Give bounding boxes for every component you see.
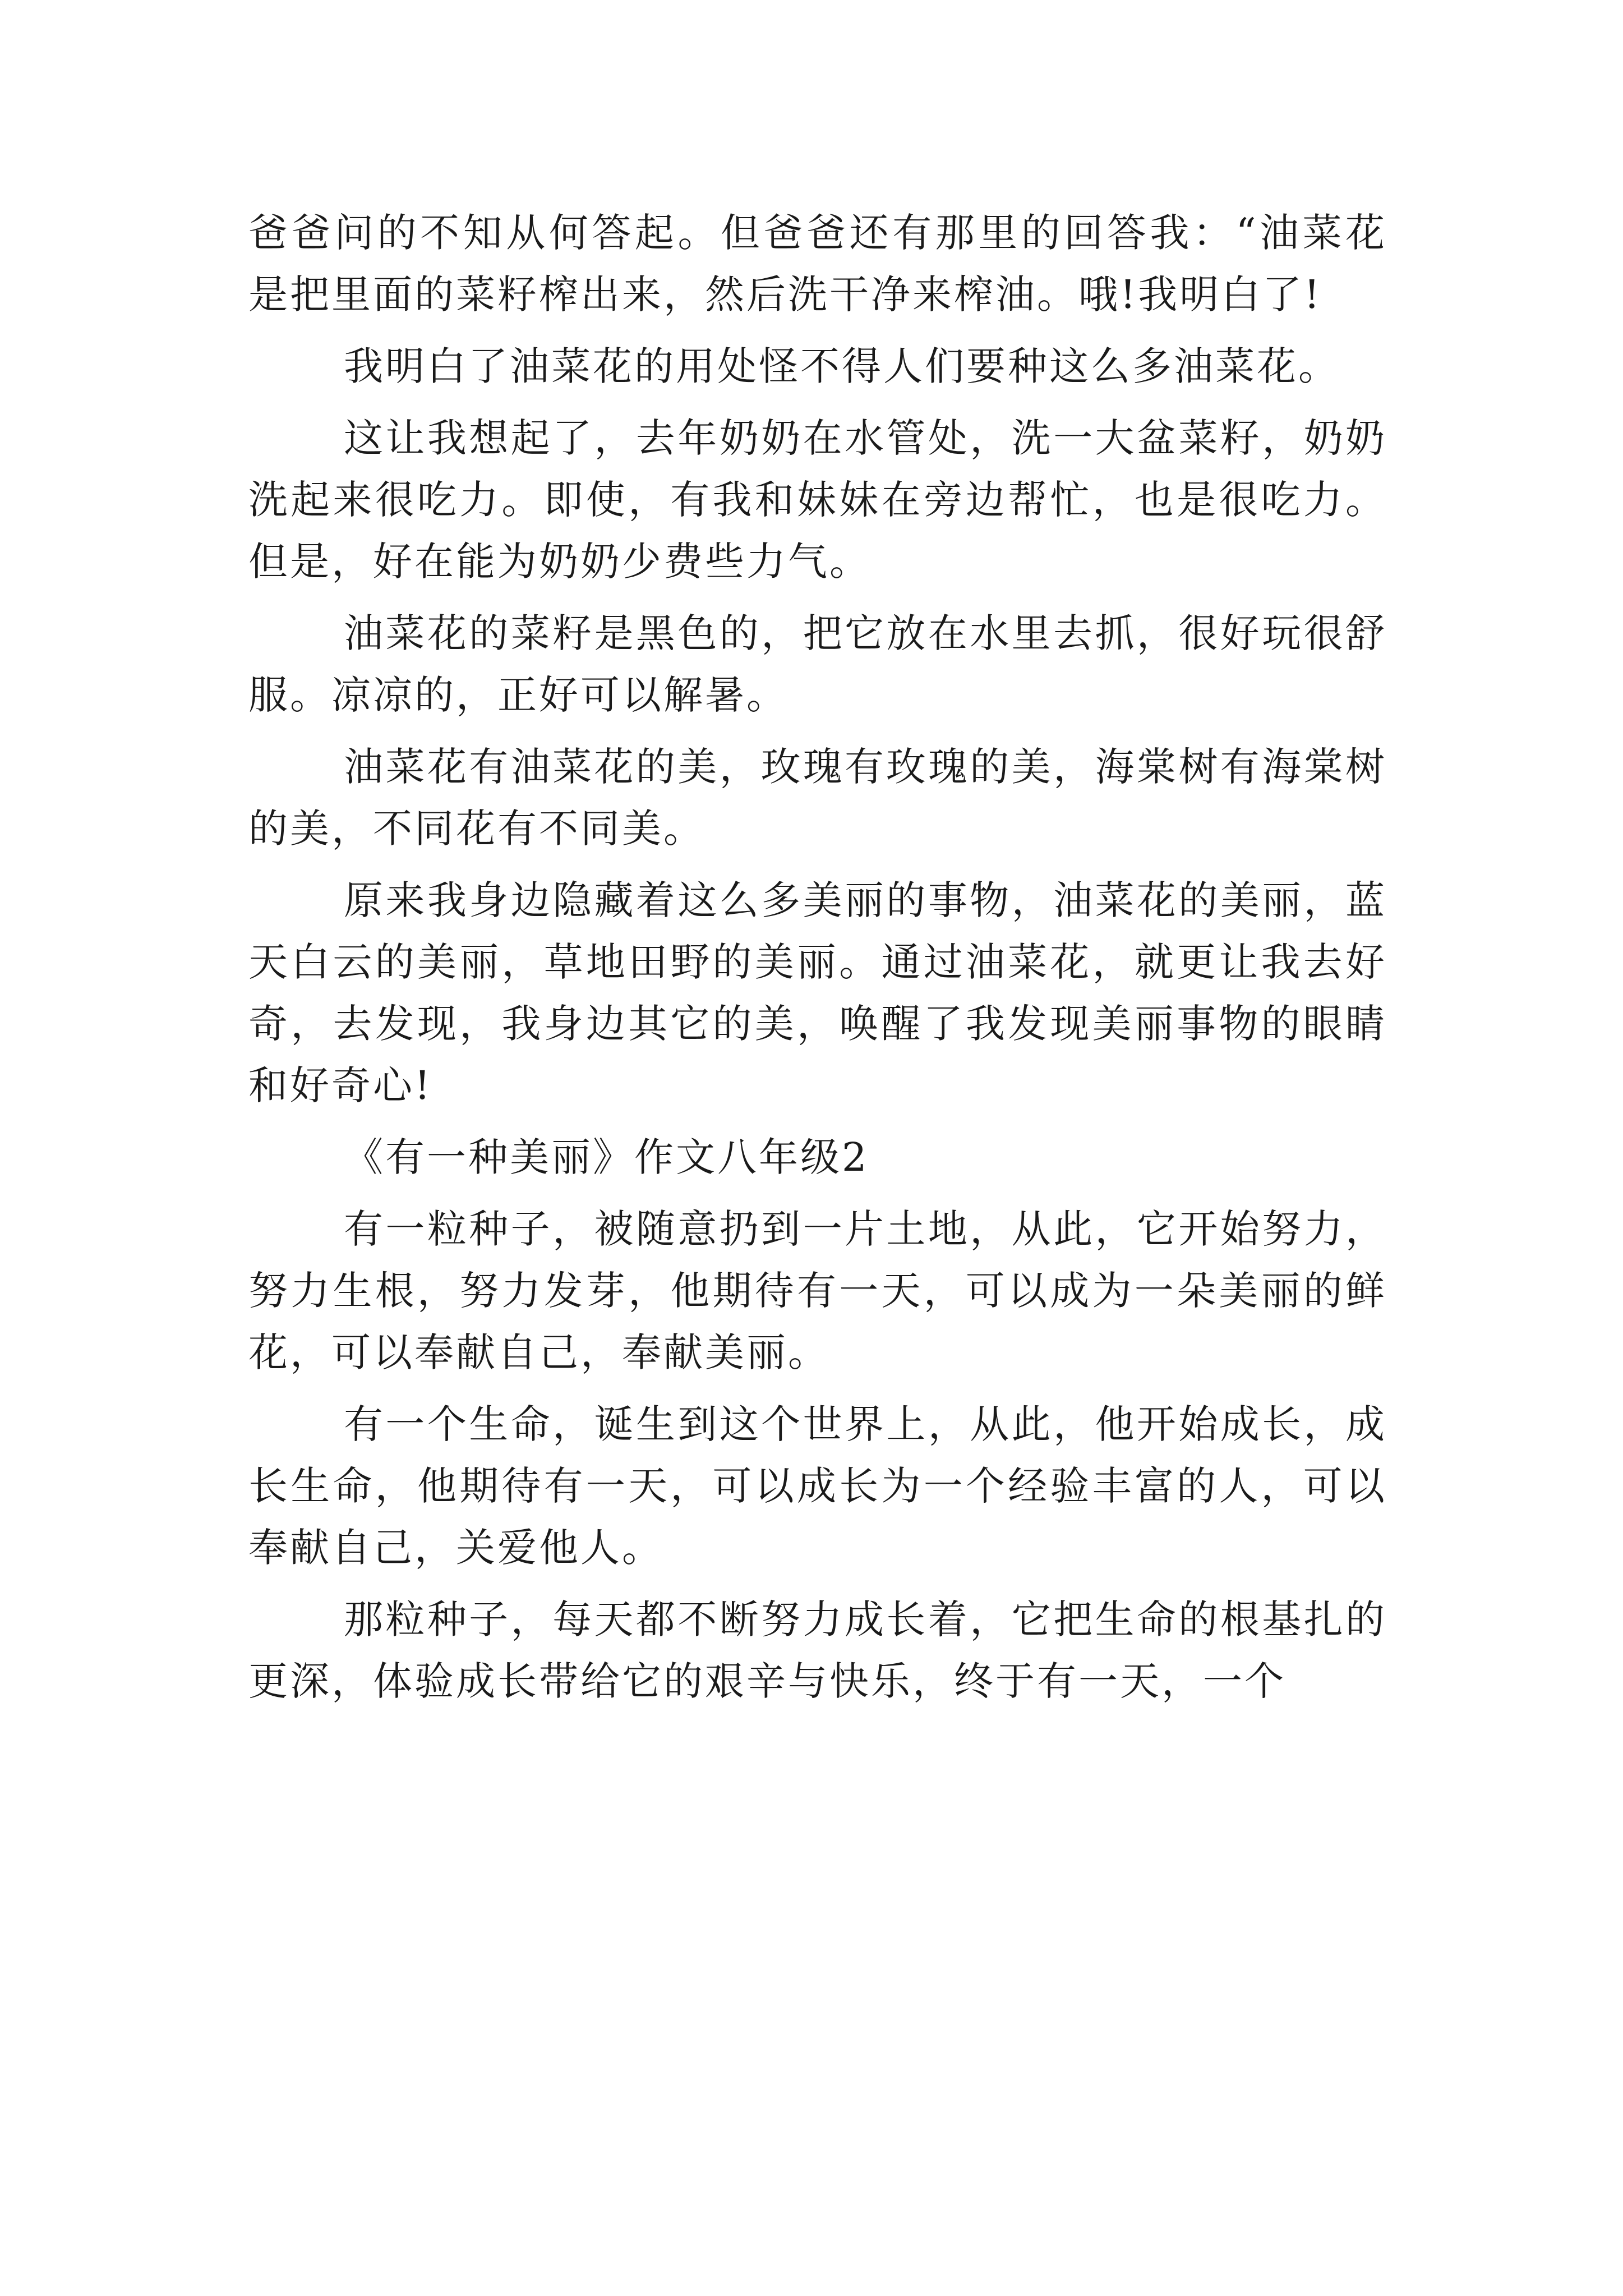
paragraph-6: 原来我身边隐藏着这么多美丽的事物，油菜花的美丽，蓝天白云的美丽，草地田野的美丽。通过油菜花，就更让我去好奇，去发现，我身边其它的美，唤醒了我发现美丽事物的眼睛和好奇心! — [248, 877, 1387, 1108]
section-heading: 《有一种美丽》作文八年级2 — [344, 1134, 869, 1180]
paragraph-7: 有一粒种子，被随意扔到一片土地，从此，它开始努力，努力生根，努力发芽，他期待有一天，可以成为一朵美丽的鲜花，可以奉献自己，奉献美丽。 — [248, 1206, 1387, 1375]
paragraph-5: 油菜花有油菜花的美，玫瑰有玫瑰的美，海棠树有海棠树的美，不同花有不同美。 — [248, 744, 1387, 852]
paragraph-2: 我明白了油菜花的用处怪不得人们要种这么多油菜花。 — [344, 343, 1340, 389]
paragraph-9: 那粒种子，每天都不断努力成长着，它把生命的根基扎的更深，体验成长带给它的艰辛与快乐，终于有一天，一个 — [248, 1596, 1387, 1704]
document-body — [248, 202, 1387, 1712]
paragraph-3: 这让我想起了，去年奶奶在水管处，洗一大盆菜籽，奶奶洗起来很吃力。即使，有我和妹妹在旁边帮忙，也是很吃力。但是，好在能为奶奶少费些力气。 — [248, 415, 1387, 585]
paragraph-1: 爸爸问的不知从何答起。但爸爸还有那里的回答我：“油菜花是把里面的菜籽榨出来，然后洗干净来榨油。哦!我明白了! — [248, 210, 1387, 318]
paragraph-8: 有一个生命，诞生到这个世界上，从此，他开始成长，成长生命，他期待有一天，可以成长为一个经验丰富的人，可以奉献自己，关爱他人。 — [248, 1401, 1387, 1571]
paragraph-4: 油菜花的菜籽是黑色的，把它放在水里去抓，很好玩很舒服。凉凉的，正好可以解暑。 — [248, 610, 1387, 718]
